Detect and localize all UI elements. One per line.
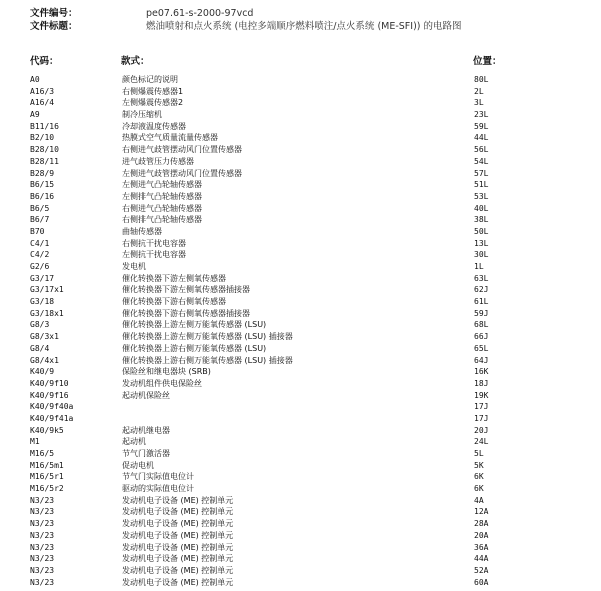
component-description: 发动机电子设备 (ME) 控制单元 (122, 577, 234, 587)
component-position: 28A (474, 519, 489, 529)
component-description: 制冷压缩机 (122, 110, 162, 120)
component-code: B2/10 (30, 133, 55, 143)
component-code: N3/23 (30, 507, 55, 517)
component-code: K40/9f10 (30, 378, 69, 388)
component-code: G3/18x1 (30, 308, 64, 318)
table-row (0, 553, 601, 565)
component-description: 右侧进气歧管摆动风门位置传感器 (122, 145, 242, 155)
component-code: G8/4 (30, 343, 50, 353)
component-description: 右侧排气凸轮轴传感器 (122, 215, 202, 225)
component-description: 起动机保险丝 (122, 390, 170, 400)
table-row (0, 97, 601, 109)
component-code: M16/5r2 (30, 484, 64, 494)
component-code: G8/3 (30, 320, 50, 330)
component-position: 64J (474, 355, 489, 365)
component-position: 80L (474, 75, 489, 84)
component-position: 19K (474, 390, 489, 400)
component-description: 催化转换器下游右侧氧传感器插接器 (122, 308, 250, 318)
component-description: 发动机电子设备 (ME) 控制单元 (122, 507, 234, 517)
component-code: B6/7 (30, 215, 50, 225)
component-code: M1 (30, 437, 40, 447)
component-description: 发动机电子设备 (ME) 控制单元 (122, 530, 234, 540)
table-row (0, 355, 601, 367)
component-code: N3/23 (30, 519, 55, 529)
component-code: A9 (30, 110, 40, 120)
table-row (0, 565, 601, 577)
component-description: 进气歧管压力传感器 (122, 156, 194, 166)
column-header-code: 代码： (30, 56, 59, 67)
component-position: 40L (474, 203, 489, 213)
table-row (0, 156, 601, 168)
component-position: 57L (474, 168, 489, 178)
component-code: A16/3 (30, 86, 55, 96)
component-position: 51L (474, 180, 489, 190)
component-position: 60A (474, 577, 489, 587)
component-code: B28/11 (30, 156, 59, 166)
table-row (0, 401, 601, 413)
table-row (0, 366, 601, 378)
table-row (0, 296, 601, 308)
doc-number-label: 文件编号： (30, 8, 78, 19)
component-description: 曲轴传感器 (122, 226, 162, 236)
table-row (0, 132, 601, 144)
component-description: 热膜式空气质量流量传感器 (122, 133, 218, 143)
component-description: 驱动的实际值电位计 (122, 484, 194, 494)
component-description: 发动机电子设备 (ME) 控制单元 (122, 565, 234, 575)
table-row (0, 191, 601, 203)
component-description: 催化转换器下游左侧氧传感器插接器 (122, 285, 250, 295)
component-description: 起动机继电器 (122, 425, 170, 435)
component-code: M16/5m1 (30, 460, 64, 470)
doc-title-label: 文件标题： (30, 21, 78, 32)
table-row (0, 203, 601, 215)
component-code: A16/4 (30, 98, 55, 108)
table-row (0, 226, 601, 238)
component-description: 冷却液温度传感器 (122, 121, 186, 131)
column-header-position: 位置： (473, 56, 502, 67)
table-row (0, 179, 601, 191)
component-list (0, 74, 601, 588)
table-row (0, 378, 601, 390)
component-description: 左侧进气歧管摆动风门位置传感器 (122, 168, 242, 178)
component-code: C4/1 (30, 238, 50, 248)
component-description: 左侧排气凸轮轴传感器 (122, 191, 202, 201)
table-row (0, 518, 601, 530)
component-code: G3/17 (30, 273, 55, 283)
table-row (0, 448, 601, 460)
component-position: 6K (474, 484, 484, 494)
table-row (0, 74, 601, 86)
component-position: 18J (474, 378, 489, 388)
component-position: 44L (474, 133, 489, 143)
component-description: 催化转换器下游右侧氧传感器 (122, 297, 226, 307)
component-position: 54L (474, 156, 489, 166)
component-description: 发动机电子设备 (ME) 控制单元 (122, 542, 234, 552)
component-position: 66J (474, 332, 489, 342)
component-code: B6/15 (30, 180, 55, 190)
component-code: N3/23 (30, 542, 55, 552)
table-row (0, 390, 601, 402)
table-row (0, 86, 601, 98)
component-code: G3/17x1 (30, 285, 64, 295)
component-code: K40/9f40a (30, 402, 74, 412)
component-position: 2L (474, 86, 484, 96)
table-row (0, 495, 601, 507)
component-description: 发动机电子设备 (ME) 控制单元 (122, 519, 234, 529)
table-row (0, 471, 601, 483)
component-description: 催化转换器上游右侧万能氧传感器 (LSU) 插接器 (122, 355, 293, 365)
component-description: 发动机组件供电保险丝 (122, 378, 202, 388)
table-row (0, 121, 601, 133)
component-code: K40/9f41a (30, 413, 74, 423)
table-row (0, 460, 601, 472)
component-position: 24L (474, 437, 489, 447)
component-position: 1L (474, 262, 484, 271)
component-description: 右侧进气凸轮轴传感器 (122, 203, 202, 213)
component-position: 4A (474, 495, 484, 505)
table-row (0, 284, 601, 296)
component-code: M16/5 (30, 449, 55, 458)
table-row (0, 425, 601, 437)
component-position: 52A (474, 565, 489, 575)
component-position: 68L (474, 320, 489, 330)
component-code: B28/10 (30, 145, 59, 155)
component-description: 起动机 (122, 437, 146, 447)
component-position: 56L (474, 145, 489, 155)
component-code: B28/9 (30, 168, 55, 178)
component-position: 13L (474, 238, 489, 248)
doc-title-value: 燃油喷射和点火系统 (电控多端顺序燃料喷注/点火系统 (ME-SFI)) 的电路图 (146, 21, 462, 32)
component-description: 节气门激活器 (122, 449, 170, 458)
table-row (0, 168, 601, 180)
component-description: 催化转换器上游左侧万能氧传感器 (LSU) 插接器 (122, 332, 293, 342)
component-code: K40/9f16 (30, 390, 69, 400)
component-position: 59L (474, 121, 489, 131)
component-position: 53L (474, 191, 489, 201)
component-description: 右侧抗干扰电容器 (122, 238, 186, 248)
component-position: 62J (474, 285, 489, 295)
component-code: B6/5 (30, 203, 50, 213)
component-position: 20J (474, 425, 489, 435)
component-position: 50L (474, 226, 489, 236)
table-row (0, 319, 601, 331)
component-code: B6/16 (30, 191, 55, 201)
component-code: M16/5r1 (30, 472, 64, 482)
table-row (0, 261, 601, 273)
component-position: 59J (474, 308, 489, 318)
table-row (0, 331, 601, 343)
component-description: 保险丝和继电器块 (SRB) (122, 367, 211, 377)
component-position: 20A (474, 530, 489, 540)
component-code: C4/2 (30, 250, 50, 260)
table-row (0, 214, 601, 226)
component-position: 6K (474, 472, 484, 482)
component-code: A0 (30, 75, 40, 84)
component-description: 发动机电子设备 (ME) 控制单元 (122, 554, 234, 564)
table-row (0, 506, 601, 518)
component-description: 左侧抗干扰电容器 (122, 250, 186, 260)
doc-number-value: pe07.61-s-2000-97vcd (146, 8, 254, 19)
component-code: G8/3x1 (30, 332, 59, 342)
component-code: N3/23 (30, 577, 55, 587)
component-code: B11/16 (30, 121, 59, 131)
component-description: 左侧进气凸轮轴传感器 (122, 180, 202, 190)
component-position: 23L (474, 110, 489, 120)
component-position: 5L (474, 449, 484, 458)
component-position: 44A (474, 554, 489, 564)
table-row (0, 413, 601, 425)
component-description: 发电机 (122, 262, 146, 271)
component-code: B70 (30, 226, 45, 236)
component-description: 颜色标记的说明 (122, 75, 178, 84)
component-description: 右侧爆震传感器1 (122, 86, 184, 96)
component-code: N3/23 (30, 495, 55, 505)
component-code: G3/18 (30, 297, 55, 307)
component-code: N3/23 (30, 565, 55, 575)
table-row (0, 249, 601, 261)
component-position: 16K (474, 367, 489, 377)
component-position: 30L (474, 250, 489, 260)
component-position: 36A (474, 542, 489, 552)
table-row (0, 530, 601, 542)
component-description: 节气门实际值电位计 (122, 472, 194, 482)
component-code: K40/9 (30, 367, 55, 377)
component-position: 17J (474, 402, 489, 412)
component-code: G2/6 (30, 262, 50, 271)
component-description: 催化转换器上游右侧万能氧传感器 (LSU) (122, 343, 267, 353)
table-row (0, 436, 601, 448)
component-position: 5K (474, 460, 484, 470)
component-description: 促动电机 (122, 460, 154, 470)
table-row (0, 238, 601, 250)
table-row (0, 273, 601, 285)
component-description: 发动机电子设备 (ME) 控制单元 (122, 495, 234, 505)
component-description: 左侧爆震传感器2 (122, 98, 184, 108)
component-position: 61L (474, 297, 489, 307)
component-description: 催化转换器下游左侧氧传感器 (122, 273, 226, 283)
table-row (0, 483, 601, 495)
component-code: N3/23 (30, 554, 55, 564)
table-row (0, 109, 601, 121)
table-row (0, 577, 601, 589)
component-code: N3/23 (30, 530, 55, 540)
component-position: 3L (474, 98, 484, 108)
column-header-description: 款式： (121, 56, 150, 67)
table-row (0, 542, 601, 554)
component-position: 63L (474, 273, 489, 283)
table-row (0, 343, 601, 355)
component-code: K40/9k5 (30, 425, 64, 435)
component-description: 催化转换器上游左侧万能氧传感器 (LSU) (122, 320, 267, 330)
component-position: 12A (474, 507, 489, 517)
table-row (0, 144, 601, 156)
component-code: G8/4x1 (30, 355, 59, 365)
component-position: 65L (474, 343, 489, 353)
component-position: 17J (474, 413, 489, 423)
component-position: 38L (474, 215, 489, 225)
table-row (0, 308, 601, 320)
